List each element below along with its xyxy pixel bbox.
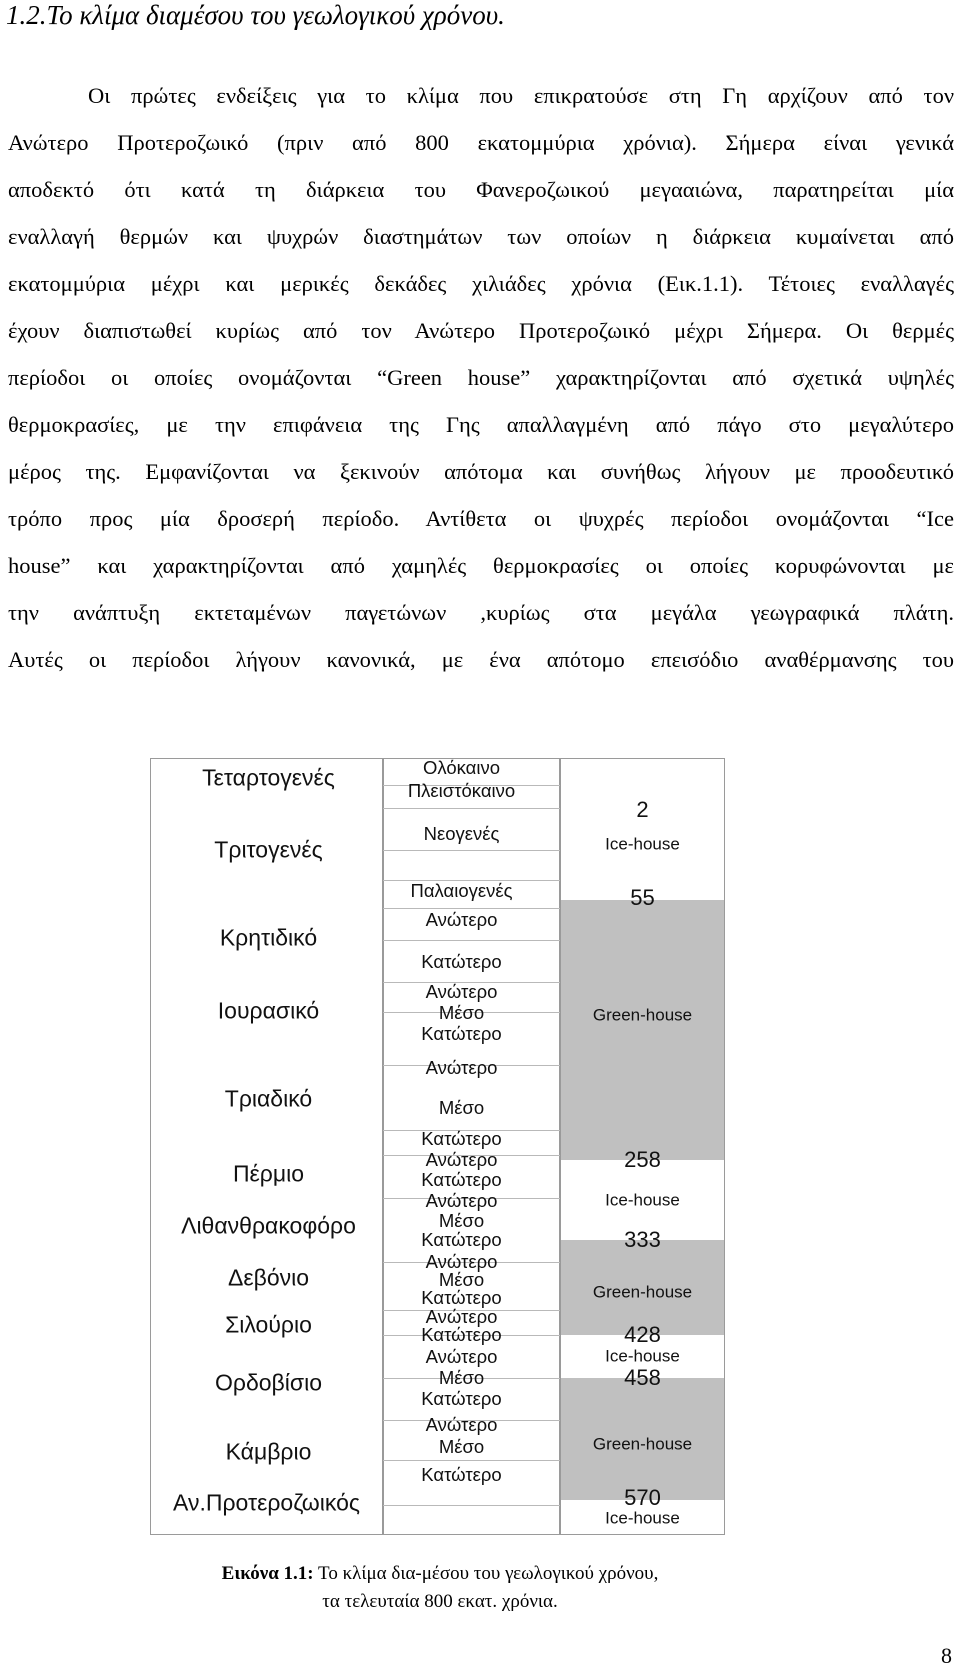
period-label: Κρητιδικό xyxy=(219,924,318,951)
paragraph-line: τρόπο προς μία δροσερή περίοδο. Αντίθετα οι ψυχρές περίοδοι ονομάζονται “Ice xyxy=(8,506,954,531)
period-label: Λιθανθρακοφόρο xyxy=(181,1212,356,1239)
subdivision-label: Μέσο xyxy=(438,1268,485,1290)
subdivision-label: Ανώτερο xyxy=(425,1250,498,1272)
climate-boundary-age: 2 xyxy=(636,797,649,822)
period-label: Δεβόνιο xyxy=(227,1264,310,1291)
figure-column-frame xyxy=(150,758,383,1535)
subdivision-divider xyxy=(383,1505,560,1506)
subdivision-label: Ανώτερο xyxy=(425,908,498,930)
icehouse-label: Ice-house xyxy=(605,1508,680,1528)
period-label: Σιλούριο xyxy=(225,1311,312,1338)
subdivision-label: Μέσο xyxy=(438,1435,485,1457)
subdivision-label: Παλαιογενές xyxy=(410,879,513,901)
subdivision-label: Ανώτερο xyxy=(425,980,498,1002)
greenhouse-label: Green-house xyxy=(592,1434,693,1454)
subdivision-label: Κατώτερο xyxy=(421,1387,502,1409)
page-number: 8 xyxy=(941,1643,952,1668)
climate-boundary-age: 333 xyxy=(624,1227,661,1252)
subdivision-label: Ανώτερο xyxy=(425,1413,498,1435)
section-heading: 1.2.Το κλίμα διαμέσου του γεωλογικού χρόνου. xyxy=(6,0,505,30)
climate-boundary-age: 458 xyxy=(624,1365,661,1390)
climate-boundary-age: 428 xyxy=(624,1322,661,1347)
period-label: Αν.Προτεροζωικός xyxy=(173,1489,360,1516)
subdivision-label: Ανώτερο xyxy=(425,1056,498,1078)
subdivision-label: Ανώτερο xyxy=(425,1345,498,1367)
subdivision-label: Κατώτερο xyxy=(421,1463,502,1485)
greenhouse-label: Green-house xyxy=(592,1005,693,1025)
subdivision-label: Ανώτερο xyxy=(425,1305,498,1327)
subdivision-label: Μέσο xyxy=(438,1209,485,1231)
paragraph-line: έχουν διαπιστωθεί κυρίως από τον Ανώτερο Προτεροζωικό μέχρι Σήμερα. Οι θερμές xyxy=(8,318,954,343)
paragraph-line: την ανάπτυξη εκτεταμένων παγετώνων ,κυρίως στα μεγάλα γεωγραφικά πλάτη. xyxy=(8,600,954,625)
paragraph-line: εκατομμύρια μέχρι και μερικές δεκάδες χιλιάδες χρόνια (Εικ.1.1). Τέτοιες εναλλαγές xyxy=(8,271,954,296)
subdivision-divider xyxy=(383,1460,560,1461)
paragraph-line: Ανώτερο Προτεροζωικό (πριν από 800 εκατομμύρια χρόνια). Σήμερα είναι γενικά xyxy=(8,130,954,155)
subdivision-label: Ολόκαινο xyxy=(422,756,501,778)
subdivision-divider xyxy=(383,940,560,941)
subdivision-label: Ανώτερο xyxy=(425,1189,498,1211)
icehouse-label: Ice-house xyxy=(605,834,680,854)
paragraph-line: Οι πρώτες ενδείξεις για το κλίμα που επικρατούσε στη Γη αρχίζουν από τον xyxy=(88,83,954,108)
period-label: Τεταρτογενές xyxy=(202,764,335,791)
subdivision-divider xyxy=(383,808,560,809)
figure-caption xyxy=(100,1560,780,1616)
subdivision-divider xyxy=(383,850,560,851)
paragraph-line: εναλλαγή θερμών και ψυχρών διαστημάτων των οποίων η διάρκεια κυμαίνεται από xyxy=(8,224,954,249)
period-label: Πέρμιο xyxy=(232,1160,305,1187)
paragraph-line: θερμοκρασίες, με την επιφάνεια της Γης απαλλαγμένη από πάγο στο μεγαλύτερο xyxy=(8,412,954,437)
paragraph-line: Αυτές οι περίοδοι λήγουν κανονικά, με ένα απότομο επεισόδιο αναθέρμανσης του xyxy=(8,647,954,672)
subdivision-label: Μέσο xyxy=(438,1366,485,1388)
period-label: Ιουρασικό xyxy=(217,997,320,1024)
subdivision-label: Μέσο xyxy=(438,1001,485,1023)
subdivision-label: Κατώτερο xyxy=(421,1022,502,1044)
icehouse-label: Ice-house xyxy=(605,1190,680,1210)
period-label: Τριαδικό xyxy=(224,1085,313,1112)
caption-text-line2: τα τελευταία 800 εκατ. χρόνια. xyxy=(322,1591,558,1612)
subdivision-label: Πλειστόκαινο xyxy=(407,779,516,801)
icehouse-label: Ice-house xyxy=(605,1346,680,1366)
subdivision-label: Κατώτερο xyxy=(421,1323,502,1345)
subdivision-label: Νεογενές xyxy=(423,822,500,844)
subdivision-label: Κατώτερο xyxy=(421,1168,502,1190)
climate-boundary-age: 258 xyxy=(624,1147,661,1172)
subdivision-label: Μέσο xyxy=(438,1096,485,1118)
subdivision-label: Κατώτερο xyxy=(421,1127,502,1149)
subdivision-label: Κατώτερο xyxy=(421,1286,502,1308)
caption-label: Εικόνα 1.1: xyxy=(221,1563,314,1584)
paragraph-line: μέρος της. Εμφανίζονται να ξεκινούν απότομα και συνήθως λήγουν με προοδευτικό xyxy=(8,459,954,484)
period-label: Κάμβριο xyxy=(225,1438,312,1465)
greenhouse-label: Green-house xyxy=(592,1282,693,1302)
subdivision-label: Κατώτερο xyxy=(421,950,502,972)
body-paragraph xyxy=(8,72,954,683)
paragraph-line: αποδεκτό ότι κατά τη διάρκεια του Φανεροζωικού μεγααιώνα, παρατηρείται μία xyxy=(8,177,954,202)
climate-boundary-age: 55 xyxy=(630,885,655,910)
paragraph-line: περίοδοι οι οποίες ονομάζονται “Green house” χαρακτηρίζονται από σχετικά υψηλές xyxy=(8,365,954,390)
caption-text-line1: Το κλίμα δια-μέσου του γεωλογικού χρόνου, xyxy=(313,1563,659,1584)
period-label: Τριτογενές xyxy=(214,836,323,863)
paragraph-line: house” και χαρακτηρίζονται από χαμηλές θερμοκρασίες οι οποίες κορυφώνονται με xyxy=(8,553,954,578)
period-label: Ορδοβίσιο xyxy=(214,1369,323,1396)
subdivision-label: Κατώτερο xyxy=(421,1228,502,1250)
climate-boundary-age: 570 xyxy=(624,1485,661,1510)
subdivision-label: Ανώτερο xyxy=(425,1148,498,1170)
